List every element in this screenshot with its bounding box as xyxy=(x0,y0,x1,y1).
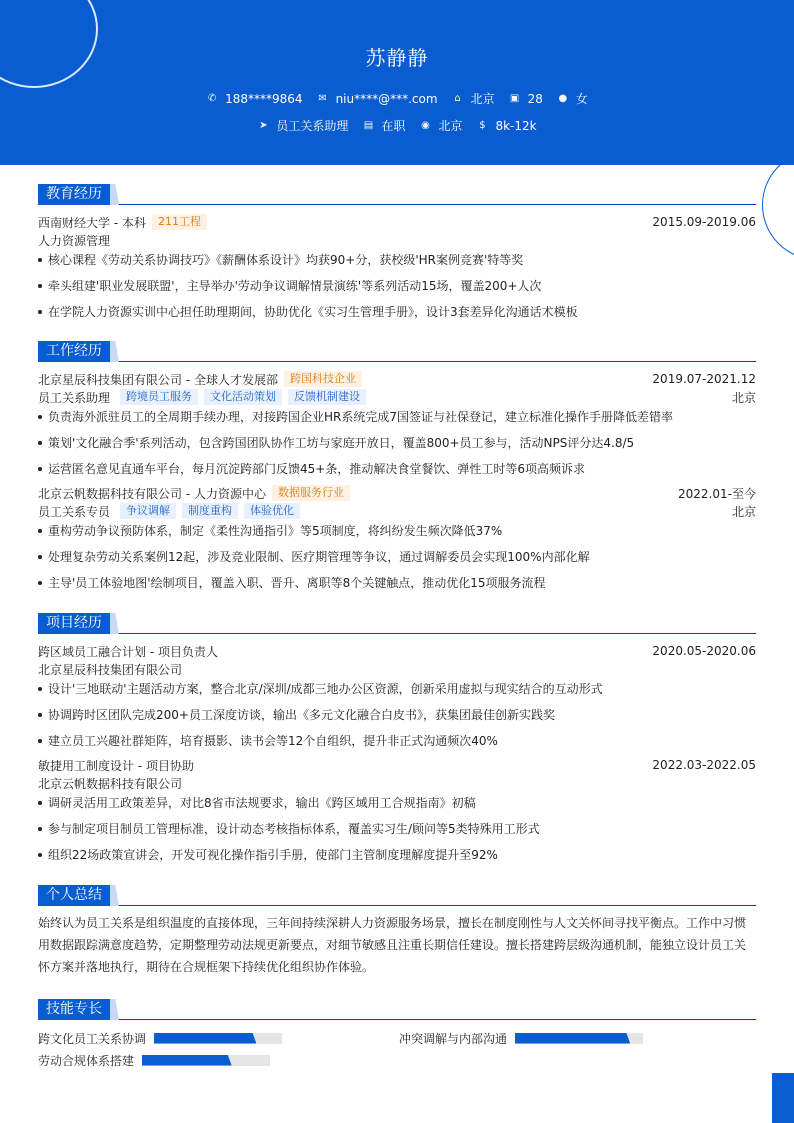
header-banner xyxy=(0,0,794,165)
list-item: 牵头组建'职业发展联盟'，主导举办'劳动争议调解情景演练'等系列活动15场，覆盖200+人次 xyxy=(38,275,756,301)
skill-bar-fill xyxy=(515,1033,630,1044)
project-entry xyxy=(38,642,756,756)
contact-row xyxy=(0,90,794,107)
skill-tag: 文化活动策划 xyxy=(204,389,282,405)
skill-bar xyxy=(142,1055,270,1066)
education-section xyxy=(38,184,756,327)
skill-bar-fill xyxy=(142,1055,232,1066)
gender-icon: ● xyxy=(558,93,568,104)
send-icon: ➤ xyxy=(259,120,268,131)
city-value: 北京 xyxy=(470,92,495,106)
work-section xyxy=(38,341,756,598)
section-header xyxy=(38,184,756,205)
job-entry xyxy=(38,484,756,598)
project-company: 北京云帆数据科技有限公司 xyxy=(38,776,183,791)
company-line: 北京星辰科技集团有限公司 - 全球人才发展部 xyxy=(38,372,278,387)
job-item xyxy=(257,117,348,134)
list-item: 运营匿名意见直通车平台，每月沉淀跨部门反馈45+条，推动解决食堂餐饮、弹性工时等6项高频诉求 xyxy=(38,458,756,484)
skill-tag: 体验优化 xyxy=(244,503,300,519)
skill-bar xyxy=(154,1033,282,1044)
list-item: 在学院人力资源实训中心担任助理期间，协助优化《实习生管理手册》，设计3套差异化沟通话术模板 xyxy=(38,301,756,327)
education-entry xyxy=(38,213,756,231)
section-title: 技能专长 xyxy=(38,999,110,1020)
section-header xyxy=(38,999,756,1020)
list-item: 负责海外派驻员工的全周期手续办理，对接跨国企业HR系统完成7国签证与社保登记，建立标准化操作手册降低差错率 xyxy=(38,406,756,432)
skill-tag: 反馈机制建设 xyxy=(288,389,366,405)
location-pin-icon: ◉ xyxy=(421,120,430,131)
job-location: 北京 xyxy=(731,390,756,405)
section-title: 项目经历 xyxy=(38,613,110,634)
gender-value: 女 xyxy=(575,92,588,106)
list-item: 设计'三地联动'主题活动方案，整合北京/深圳/成都三地办公区资源，创新采用虚拟与现实结合的互动形式 xyxy=(38,678,756,704)
company-line: 北京云帆数据科技有限公司 - 人力资源中心 xyxy=(38,486,266,501)
list-item: 调研灵活用工政策差异，对比8省市法规要求，输出《跨区域用工合规指南》初稿 xyxy=(38,792,756,818)
list-item: 主导'员工体验地图'绘制项目，覆盖入职、晋升、离职等8个关键触点，推动优化15项服务流程 xyxy=(38,572,756,598)
salary-item xyxy=(476,117,536,134)
list-item: 建立员工兴趣社群矩阵，培育摄影、读书会等12个自组织，提升非正式沟通频次40% xyxy=(38,730,756,756)
skill-tag: 跨境员工服务 xyxy=(120,389,198,405)
status-value: 在职 xyxy=(381,119,406,133)
city-item xyxy=(452,90,495,107)
skill-tag: 争议调解 xyxy=(120,503,176,519)
skill-name: 劳动合规体系搭建 xyxy=(38,1053,135,1068)
school-tag: 211工程 xyxy=(152,214,207,230)
target-city-value: 北京 xyxy=(438,119,463,133)
section-title: 个人总结 xyxy=(38,885,110,906)
list-item: 核心课程《劳动关系协调技巧》《薪酬体系设计》均获90+分，获校级'HR案例竞赛'特等奖 xyxy=(38,249,756,275)
home-icon: ⌂ xyxy=(454,93,461,104)
industry-tag: 数据服务行业 xyxy=(272,485,350,501)
job-title-value: 员工关系助理 xyxy=(276,119,349,133)
target-city-item xyxy=(419,117,462,134)
salary-value: 8k-12k xyxy=(495,118,537,133)
list-item: 重构劳动争议预防体系，制定《柔性沟通指引》等5项制度，将纠纷发生频次降低37% xyxy=(38,520,756,546)
phone-value: 188****9864 xyxy=(225,91,303,106)
intent-row xyxy=(0,117,794,134)
project-company: 北京星辰科技集团有限公司 xyxy=(38,662,183,677)
skill-bar xyxy=(515,1033,643,1044)
industry-tag: 跨国科技企业 xyxy=(284,371,362,387)
project-entry xyxy=(38,756,756,870)
summary-section xyxy=(38,885,756,978)
job-date: 2022.01-至今 xyxy=(678,486,756,501)
project-name-line: 跨区域员工融合计划 - 项目负责人 xyxy=(38,644,218,659)
job-entry xyxy=(38,370,756,484)
status-item xyxy=(362,117,405,134)
section-header xyxy=(38,885,756,906)
briefcase-icon: ▤ xyxy=(363,120,374,131)
job-date: 2019.07-2021.12 xyxy=(652,372,756,386)
email-value: niu****@***.com xyxy=(335,91,438,106)
summary-text xyxy=(38,906,756,978)
summary-line: 用数据跟踪满意度趋势，定期整理劳动法规更新要点，对细节敏感且注重长期信任建设。擅长搭建跨层级沟通机制，能独立设计员工关 xyxy=(38,938,747,952)
decorative-arc xyxy=(762,150,794,260)
list-item: 策划'文化融合季'系列活动，包含跨国团队协作工坊与家庭开放日，覆盖800+员工参与，活动NPS评分达4.8/5 xyxy=(38,432,756,458)
project-name-line: 敏捷用工制度设计 - 项目协助 xyxy=(38,758,194,773)
skill-tag: 制度重构 xyxy=(182,503,238,519)
mail-icon: ✉ xyxy=(318,93,327,104)
section-title: 工作经历 xyxy=(38,341,110,362)
job-location: 北京 xyxy=(731,504,756,519)
list-item: 协调跨时区团队完成200+员工深度访谈，输出《多元文化融合白皮书》，获集团最佳创新实践奖 xyxy=(38,704,756,730)
school-line: 西南财经大学 - 本科 xyxy=(38,215,146,230)
skills-list xyxy=(38,1020,756,1068)
project-date: 2022.03-2022.05 xyxy=(652,758,756,772)
gender-item xyxy=(557,90,588,107)
phone-item xyxy=(206,90,302,107)
skill-name: 冲突调解与内部沟通 xyxy=(399,1031,508,1046)
money-icon: $ xyxy=(479,120,486,131)
summary-line: 始终认为员工关系是组织温度的直接体现，三年间持续深耕人力资源服务场景，擅长在制度刚性与人文关怀间寻找平衡点。工作中习惯 xyxy=(38,916,747,930)
age-value: 28 xyxy=(527,91,543,106)
cake-icon: ▣ xyxy=(509,93,520,104)
skill-item xyxy=(38,1030,282,1046)
major: 人力资源管理 xyxy=(38,233,111,248)
age-item xyxy=(509,90,543,107)
skill-item xyxy=(399,1030,643,1046)
skill-name: 跨文化员工关系协调 xyxy=(38,1031,147,1046)
section-header xyxy=(38,613,756,634)
decorative-block xyxy=(772,1073,794,1123)
skills-section xyxy=(38,999,756,1068)
list-item: 处理复杂劳动关系案例12起，涉及竞业限制、医疗期管理等争议，通过调解委员会实现100%内部化解 xyxy=(38,546,756,572)
section-title: 教育经历 xyxy=(38,184,110,205)
skill-item xyxy=(38,1052,270,1068)
projects-section xyxy=(38,613,756,870)
list-item: 组织22场政策宣讲会，开发可视化操作指引手册，使部门主管制度理解度提升至92% xyxy=(38,844,756,870)
education-date: 2015.09-2019.06 xyxy=(652,215,756,229)
email-item xyxy=(317,90,438,107)
list-item: 参与制定项目制员工管理标准，设计动态考核指标体系，覆盖实习生/顾问等5类特殊用工形式 xyxy=(38,818,756,844)
job-role: 员工关系助理 xyxy=(38,390,111,405)
candidate-name: 苏静静 xyxy=(365,46,429,70)
skill-bar-fill xyxy=(154,1033,256,1044)
project-date: 2020.05-2020.06 xyxy=(652,644,756,658)
section-header xyxy=(38,341,756,362)
summary-line: 怀方案并落地执行，期待在合规框架下持续优化组织协作体验。 xyxy=(38,960,375,974)
job-role: 员工关系专员 xyxy=(38,504,111,519)
phone-icon: ✆ xyxy=(207,93,217,104)
